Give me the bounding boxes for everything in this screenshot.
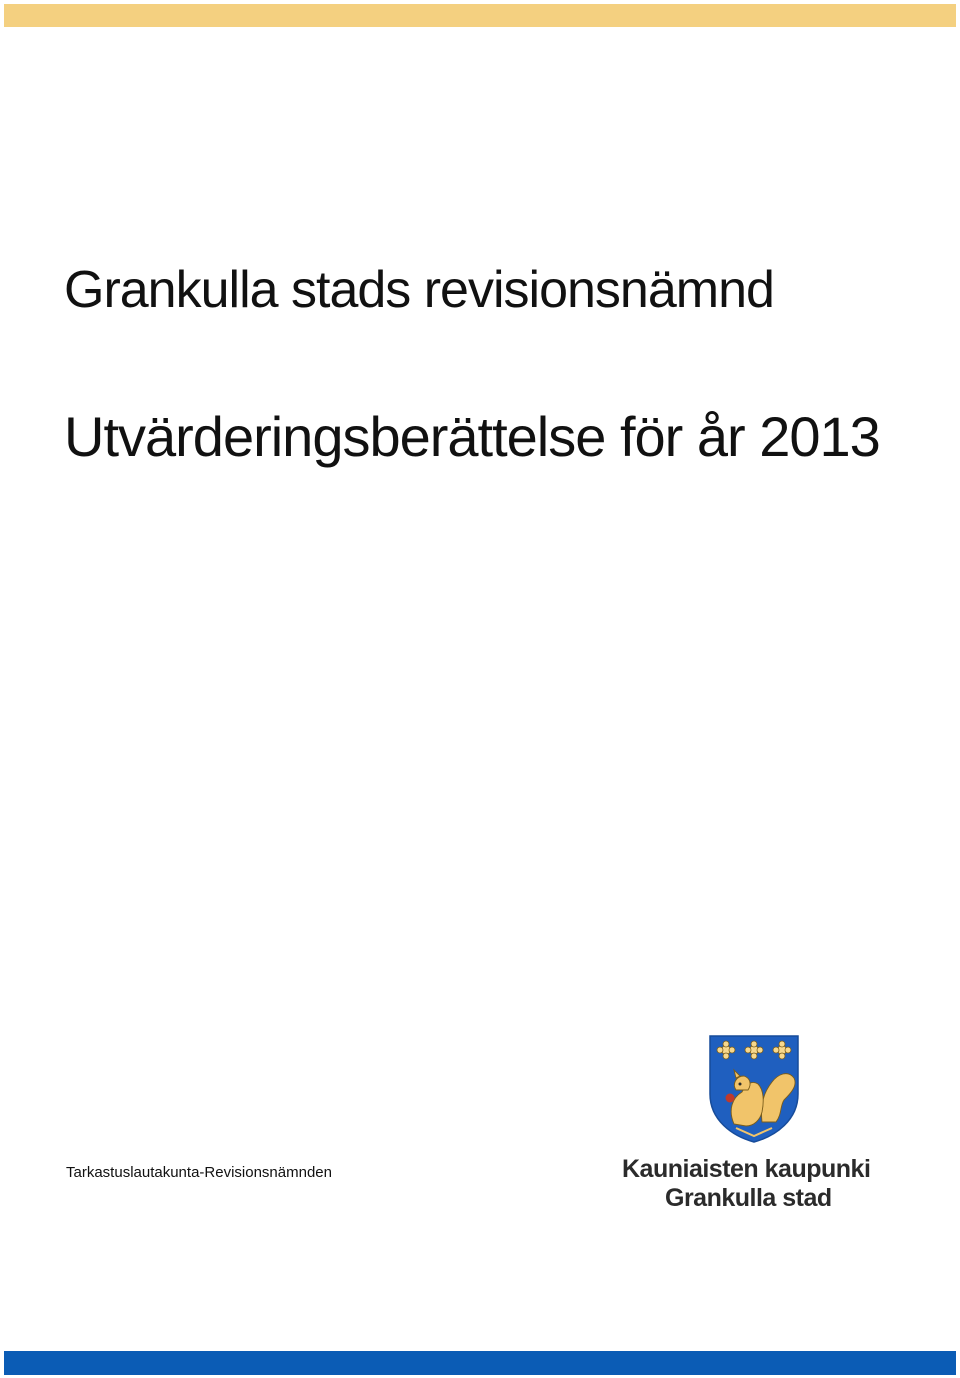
top-accent-stripe	[4, 4, 956, 27]
document-title-report: Utvärderingsberättelse för år 2013	[64, 405, 880, 468]
city-name-finnish: Kauniaisten kaupunki	[622, 1155, 871, 1183]
squirrel-coat-of-arms-icon	[706, 1032, 802, 1144]
city-name-swedish: Grankulla stad	[665, 1184, 832, 1212]
document-title-organization: Grankulla stads revisionsnämnd	[64, 261, 774, 319]
bottom-accent-stripe	[4, 1351, 956, 1375]
city-logo	[620, 1030, 890, 1220]
committee-name: Tarkastuslautakunta-Revisionsnämnden	[66, 1164, 332, 1181]
